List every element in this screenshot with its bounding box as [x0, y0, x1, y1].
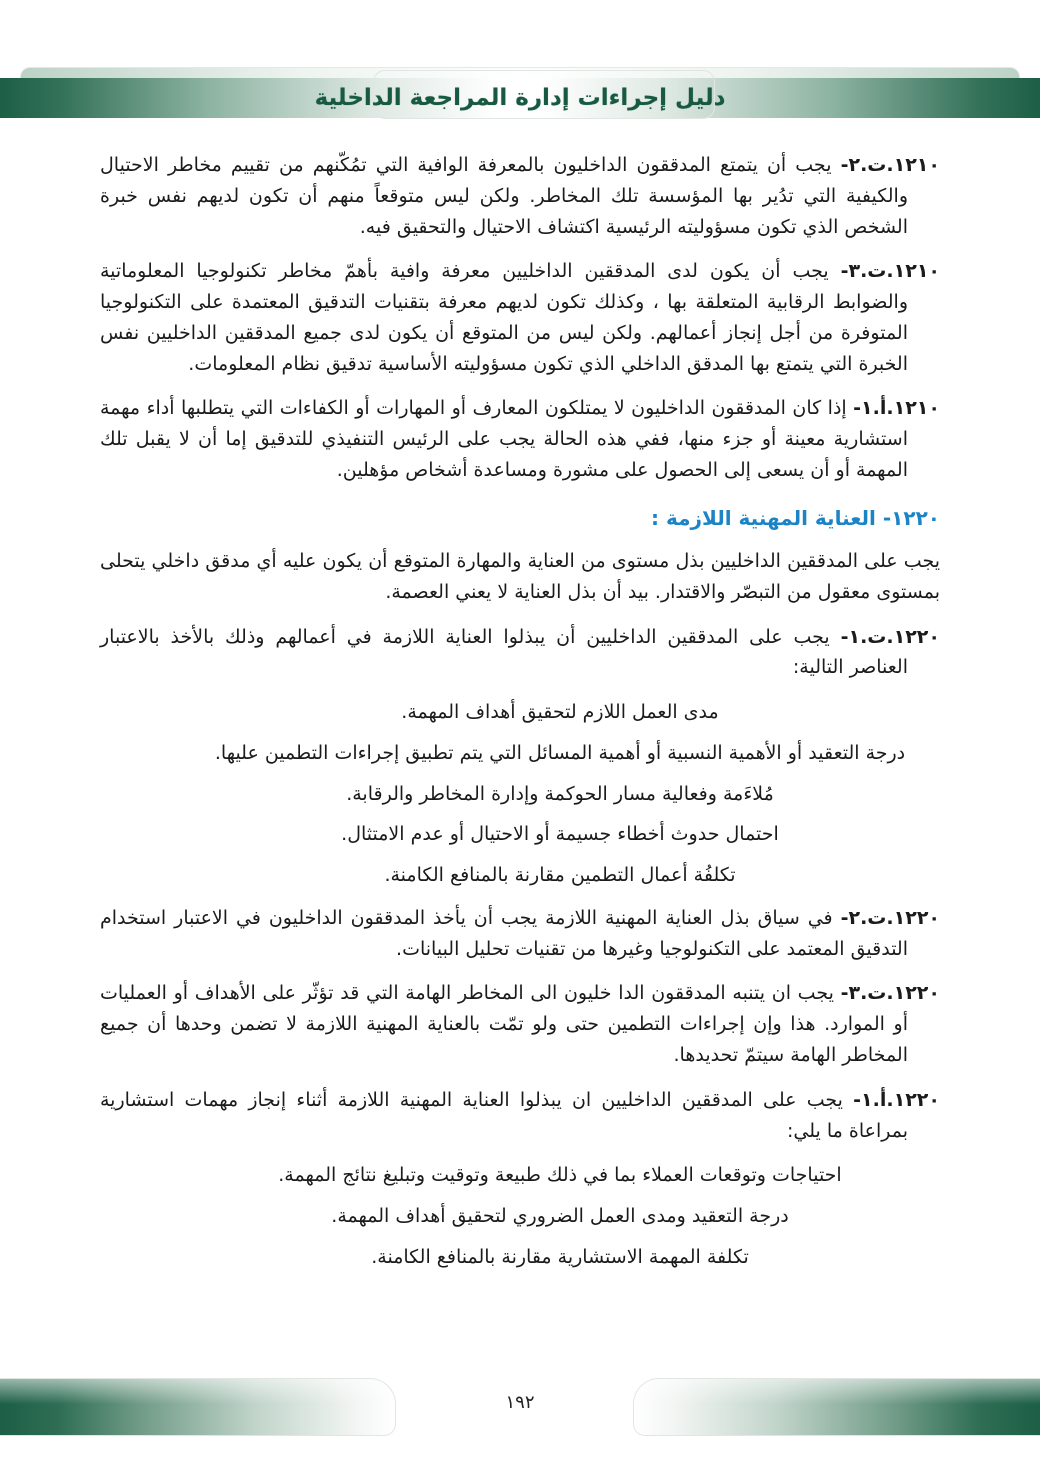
consideration-list	[100, 697, 940, 891]
page-number: ١٩٢	[505, 1392, 535, 1413]
standard-number: ١٢٢٠.أ.١-	[853, 1088, 940, 1111]
list-item: احتمال حدوث أخطاء جسيمة أو الاحتيال أو عدم الامتثال.	[341, 823, 779, 846]
standard-number: ١٢١٠.أ.١-	[853, 397, 940, 420]
list-item: درجة التعقيد أو الأهمية النسبية أو أهمية المسائل التي يتم تطبيق إجراءات التطمين عليها.	[214, 741, 906, 764]
advisory-consideration-list	[100, 1160, 940, 1272]
standard-number: ١٢١٠.ت.٢-	[840, 154, 940, 176]
standard-paragraph-1220-a1	[100, 1085, 940, 1147]
list-item: تكلفة المهمة الاستشارية مقارنة بالمنافع الكامنة.	[371, 1245, 749, 1268]
document-body	[100, 150, 940, 1285]
standard-text: يجب ان يتنبه المدققون الدا خليون الى المخاطر الهامة التي قد تؤثّر على الأهداف أو العمليات أو الموارد. هذا وإن إجراءات التطمين حتى ولو تمّت بالعناية المهنية اللازمة لا تضمن وحدها أن جميع المخاطر الهامة سيتمّ تحديدها.	[100, 982, 908, 1066]
standard-number: ١٢٢٠.ت.٣-	[840, 982, 940, 1005]
standard-text: يجب أن يتمتع المدققون الداخليون بالمعرفة الوافية التي تمُكّنهم من تقييم مخاطر الاحتيال والكيفية التي تدُير بها المؤسسة تلك المخاطر. ولكن ليس متوقعاً منهم أن تكون لديهم نفس خبرة الشخص الذي تكون مسؤوليته الرئيسية اكتشاف الاحتيال والتحقيق فيه.	[100, 154, 908, 238]
standard-paragraph-1220-t2	[100, 903, 940, 965]
list-item: احتياجات وتوقعات العملاء بما في ذلك طبيعة وتوقيت وتبليغ نتائج المهمة.	[278, 1164, 842, 1187]
standard-text: إذا كان المدققون الداخليون لا يمتلكون المعارف أو المهارات أو الكفاءات التي يتطلبها أداء مهمة استشارية معينة أو جزء منها، ففي هذه الحالة يجب على الرئيس التنفيذي للتدقيق إما أن لا يقبل تلك المهمة أو أن يسعى إلى الحصول على مشورة ومساعدة أشخاص مؤهلين.	[100, 397, 908, 481]
standard-paragraph-1210-t3	[100, 256, 940, 379]
list-item: تكلفُة أعمال التطمين مقارنة بالمنافع الكامنة.	[384, 864, 736, 887]
intro-paragraph-1220: يجب على المدققين الداخليين بذل مستوى من العناية والمهارة المتوقع أن يكون عليه أي مدقق داخلي يتحلى بمستوى معقول من التبصّر والاقتدار. بيد أن بذل العناية لا يعني العصمة.	[100, 550, 940, 603]
standard-text: يجب على المدققين الداخليين أن يبذلوا العناية اللازمة في أعمالهم وذلك بالأخذ بالاعتبار العناصر التالية:	[100, 625, 908, 679]
standard-text: يجب على المدققين الداخليين ان يبذلوا العناية المهنية اللازمة أثناء إنجاز مهمات استشارية بمراعاة ما يلي:	[100, 1088, 908, 1142]
standard-paragraph-1220-t3	[100, 978, 940, 1070]
standard-text: يجب أن يكون لدى المدققين الداخليين معرفة وافية بأهمّ مخاطر تكنولوجيا المعلوماتية والضوابط الرقابية المتعلقة بها ، وكذلك تكون لديهم معرفة بتقنيات التدقيق المعتمدة على التكنولوجيا المتوفرة من أجل إنجاز أعمالهم. ولكن ليس من المتوقع أن يكون لدى جميع المدققين الداخليين نفس الخبرة التي يتمتع بها المدقق الداخلي الذي تكون مسؤوليته الأساسية تدقيق نظام المعلومات.	[100, 260, 908, 375]
list-item: مُلاءَمة وفعالية مسار الحوكمة وإدارة المخاطر والرقابة.	[346, 782, 774, 805]
list-item: درجة التعقيد ومدى العمل الضروري لتحقيق أهداف المهمة.	[331, 1205, 789, 1228]
standard-number: ١٢٢٠.ت.١-	[840, 625, 940, 648]
page-header	[0, 67, 1040, 119]
list-item: مدى العمل اللازم لتحقيق أهداف المهمة.	[401, 701, 719, 724]
standard-number: ١٢١٠.ت.٣-	[840, 260, 941, 283]
standard-paragraph-1210-t2	[100, 150, 940, 242]
standard-number: ١٢٢٠.ت.٢-	[840, 906, 941, 929]
standard-text: في سياق بذل العناية المهنية اللازمة يجب أن يأخذ المدققون الداخليون في الاعتبار استخدام التدقيق المعتمد على التكنولوجيا وغيرها من تقنيات تحليل البيانات.	[100, 906, 908, 960]
standard-paragraph-1220-t1	[100, 622, 940, 684]
page-title: دليل إجراءات إدارة المراجعة الداخلية	[314, 85, 726, 111]
standard-paragraph-1210-a1	[100, 393, 940, 485]
section-heading-1220: ١٢٢٠- العناية المهنية اللازمة :	[651, 505, 940, 530]
